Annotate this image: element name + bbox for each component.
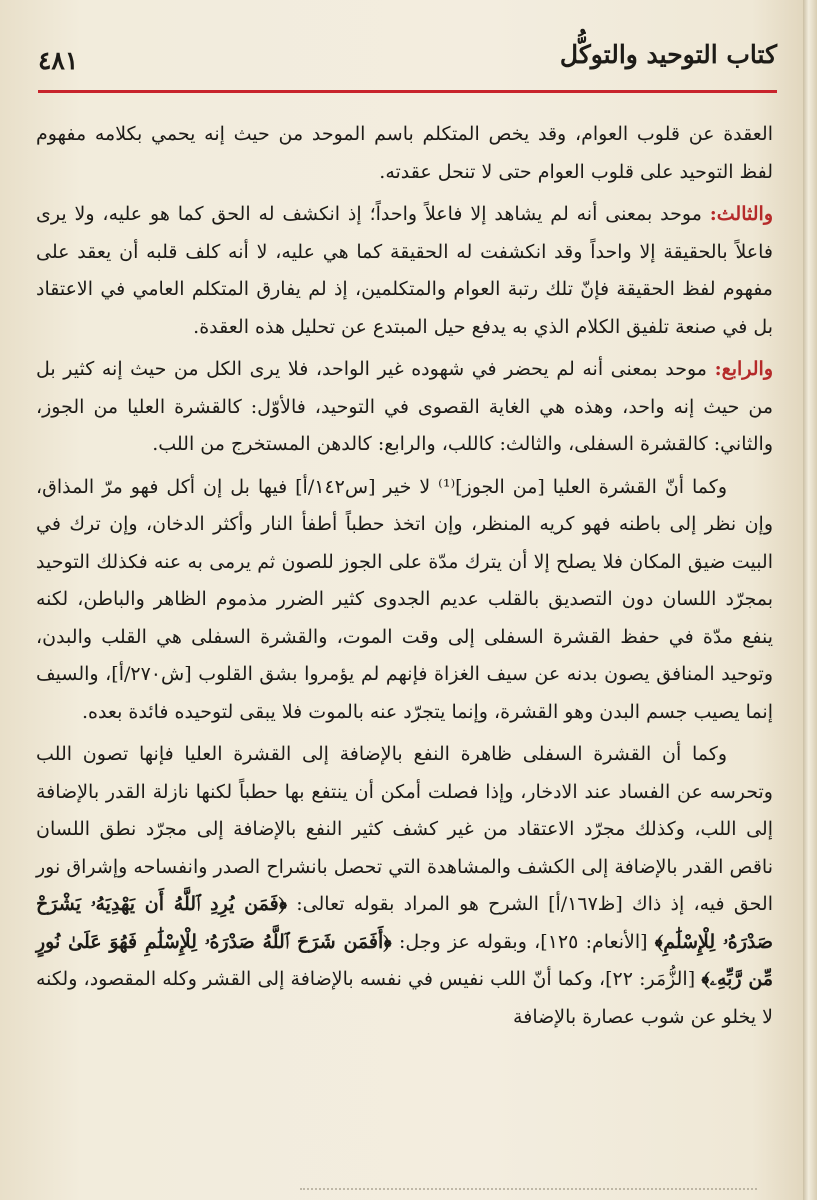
paragraph-text: موحد بمعنى أنه لم يشاهد إلا فاعلاً واحداً؛ إذ انكشف له الحق كما هو عليه، ولا يرى فاعلاً بالحقيقة إلا واحداً وقد انكشفت له الحقيقة كما هي عليه، لا أنه كلف قلبه أن يعقد على مفهوم لفظ الحقيقة فإنّ تلك رتبة العوام والمتكلمين، إذ لم يفارق المتكلم العامي في الاعتقاد بل في صنعة تلفيق الكلام الذي به يدفع حيل المبتدع عن تحليل هذه العقدة. — [36, 203, 773, 338]
paragraph-text: موحد بمعنى أنه لم يحضر في شهوده غير الواحد، فلا يرى الكل من حيث إنه كثير بل من حيث إنه واحد، وهذه هي الغاية القصوى في التوحيد، فالأوّل: كالقشرة العليا من الجوز، والثاني: كالقشرة السفلى، والثالث: كاللب، والرابع: كالدهن المستخرج من اللب. — [36, 358, 773, 455]
paragraph-text: وكما أنّ القشرة العليا [من الجوز]⁽¹⁾ لا خير [س١٤٢/أ] فيها بل إن أكل فهو مرّ المذاق، وإن نظر إلى باطنه فهو كريه المنظر، وإن اتخذ حطباً أطفأ النار وأكثر الدخان، وإن ترك في البيت ضيق المكان فلا يصلح إلا أن يترك مدّة على الجوز للصون ثم يرمى به عنه فكذلك التوحيد بمجرّد اللسان دون التصديق بالقلب عديم الجدوى كثير الضرر مذموم الظاهر والباطن، لكنه ينفع مدّة في حفظ القشرة السفلى إلى وقت الموت، والقشرة السفلى هي القلب والبدن، وتوحيد المنافق يصون بدنه عن سيف الغزاة فإنهم لم يؤمروا بشق القلوب [ش٢٧٠/أ]، والسيف إنما يصيب جسم البدن وهو القشرة، وإنما يتجرّد عنه بالموت فلا يبقى لتوحيده فائدة بعده. — [36, 475, 774, 723]
paragraph — [36, 116, 773, 191]
rubric-heading: والرابع: — [714, 358, 773, 380]
page-number: ٤٨١ — [38, 46, 79, 75]
header-rule — [38, 90, 777, 93]
body-text — [36, 116, 773, 1041]
verse-reference: [الزُّمَر: ٢٢]، وكما أنّ اللب نفيس في نفسه بالإضافة إلى القشر وكله المقصود، ولكنه لا يخلو عن شوب عصارة بالإضافة — [36, 968, 773, 1028]
page-header — [38, 22, 777, 88]
paragraph-third-category — [36, 196, 773, 346]
quran-verse: ﴿فَمَن يُرِدِ ٱللَّهُ أَن يَهْدِيَهُۥ يَشْرَحْ صَدْرَهُۥ لِلْإِسْلَٰمِ﴾ — [36, 893, 773, 953]
cut-off-footnote-line — [300, 1188, 757, 1200]
paragraph — [36, 469, 773, 732]
paragraph-fourth-category — [36, 351, 773, 464]
running-title: كتاب التوحيد والتوكُّل — [559, 40, 777, 69]
paragraph-text: العقدة عن قلوب العوام، وقد يخص المتكلم باسم الموحد من حيث إنه يحمي بكلامه مفهوم لفظ التوحيد على قلوب العوام حتى لا تنحل عقدته. — [36, 123, 774, 183]
paragraph — [36, 736, 773, 1036]
verse-reference: [الأنعام: ١٢٥]، وبقوله عز وجل: — [391, 930, 655, 953]
rubric-heading: والثالث: — [709, 203, 773, 225]
page-edge — [803, 0, 817, 1200]
paragraph-text: وكما أن القشرة السفلى ظاهرة النفع بالإضافة إلى القشرة العليا فإنها تصون اللب وتحرسه عن الفساد عند الادخار، وإذا فصلت أمكن أن ينتفع بها حطباً لكنها نازلة القدر بالإضافة إلى اللب، وكذلك مجرّد الاعتقاد من غير كشف كثير النفع بالإضافة إلى مجرّد نطق اللسان ناقص القدر بالإضافة إلى الكشف والمشاهدة التي تحصل بانشراح الصدر وانفساحه وإشراق نور الحق فيه، إذ ذاك [ظ١٦٧/أ] الشرح هو المراد بقوله تعالى: — [36, 743, 773, 915]
quran-verse: ﴿أَفَمَن شَرَحَ ٱللَّهُ صَدْرَهُۥ لِلْإِسْلَٰمِ فَهُوَ عَلَىٰ نُورٍ مِّن رَّبِّهِۦ﴾ — [36, 930, 773, 990]
